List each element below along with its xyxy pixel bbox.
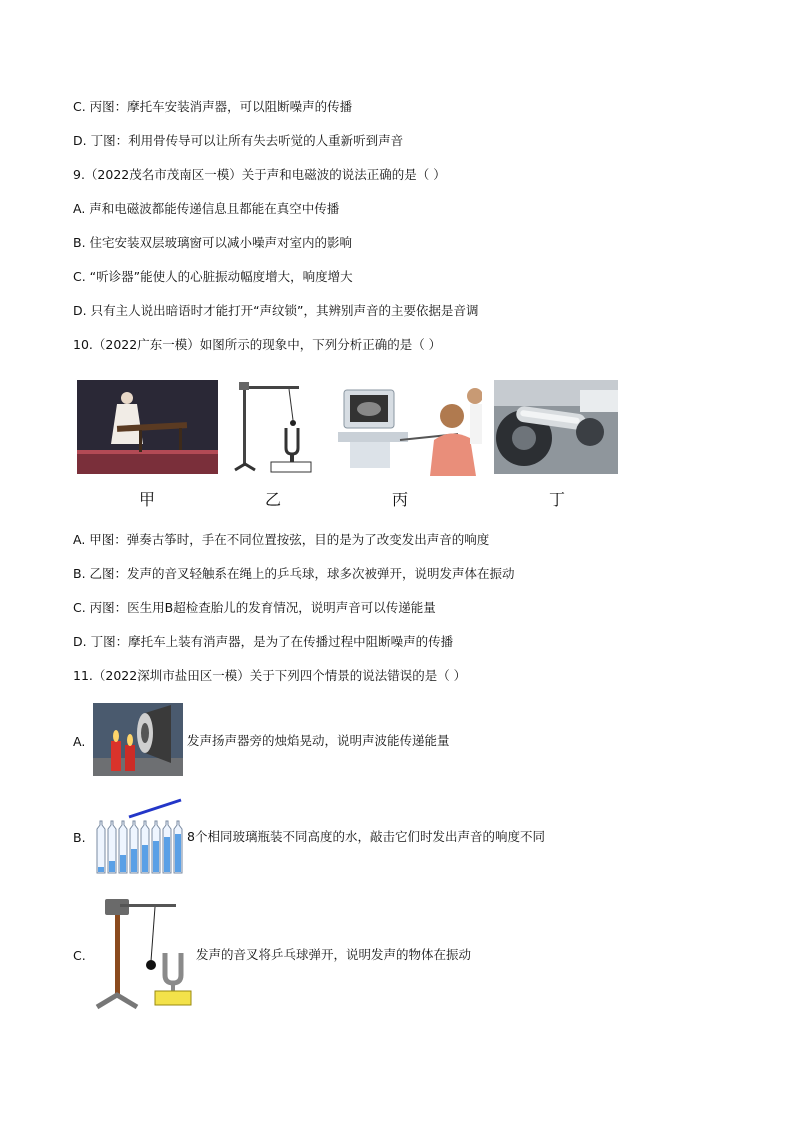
q11-option-a-letter: A. [73, 734, 86, 749]
image-speaker-candles [93, 703, 183, 776]
q9-stem: 9.（2022茂名市茂南区一模）关于声和电磁波的说法正确的是（ ） [73, 167, 446, 182]
q11-stem: 11.（2022深圳市盐田区一模）关于下列四个情景的说法错误的是（ ） [73, 668, 467, 683]
caption-ding: 丁 [548, 490, 565, 509]
image-glass-bottles [93, 797, 185, 875]
q9-option-b: B. 住宅安装双层玻璃窗可以减小噪声对室内的影响 [73, 235, 353, 250]
image-bing-ultrasound [330, 380, 482, 476]
caption-yi: 乙 [264, 490, 281, 509]
q9-option-d: D. 只有主人说出暗语时才能打开“声纹锁”，其辨别声音的主要依据是音调 [73, 303, 479, 318]
q8-option-d: D. 丁图：利用骨传导可以让所有失去听觉的人重新听到声音 [73, 133, 404, 148]
q10-stem: 10.（2022广东一模）如图所示的现象中，下列分析正确的是（ ） [73, 337, 442, 352]
q8-option-c: C. 丙图：摩托车安装消声器，可以阻断噪声的传播 [73, 99, 353, 114]
image-tuning-fork-ball [93, 895, 196, 1013]
q10-option-a: A. 甲图：弹奏古筝时，手在不同位置按弦，目的是为了改变发出声音的响度 [73, 532, 490, 547]
q10-option-d: D. 丁图：摩托车上装有消声器，是为了在传播过程中阻断噪声的传播 [73, 634, 454, 649]
q11-option-a-text: 发声扬声器旁的烛焰晃动，说明声波能传递能量 [187, 733, 450, 748]
caption-bing: 丙 [391, 490, 408, 509]
image-ding-motorcycle [494, 380, 618, 474]
q10-option-b: B. 乙图：发声的音叉轻触系在绳上的乒乓球，球多次被弹开，说明发声体在振动 [73, 566, 515, 581]
image-yi-tuning-fork [231, 378, 317, 476]
q9-option-a: A. 声和电磁波都能传递信息且都能在真空中传播 [73, 201, 340, 216]
q10-option-c: C. 丙图：医生用B超检查胎儿的发育情况，说明声音可以传递能量 [73, 600, 436, 615]
q11-option-c-text: 发声的音叉将乒乓球弹开，说明发声的物体在振动 [196, 947, 472, 962]
image-jia-guzheng [77, 380, 218, 474]
q11-option-b-letter: B. [73, 830, 86, 845]
q11-option-c-letter: C. [73, 948, 86, 963]
q9-option-c: C. “听诊器”能使人的心脏振动幅度增大，响度增大 [73, 269, 353, 284]
q11-option-b-text: 8个相同玻璃瓶装不同高度的水，敲击它们时发出声音的响度不同 [187, 829, 545, 844]
caption-jia: 甲 [138, 490, 155, 509]
